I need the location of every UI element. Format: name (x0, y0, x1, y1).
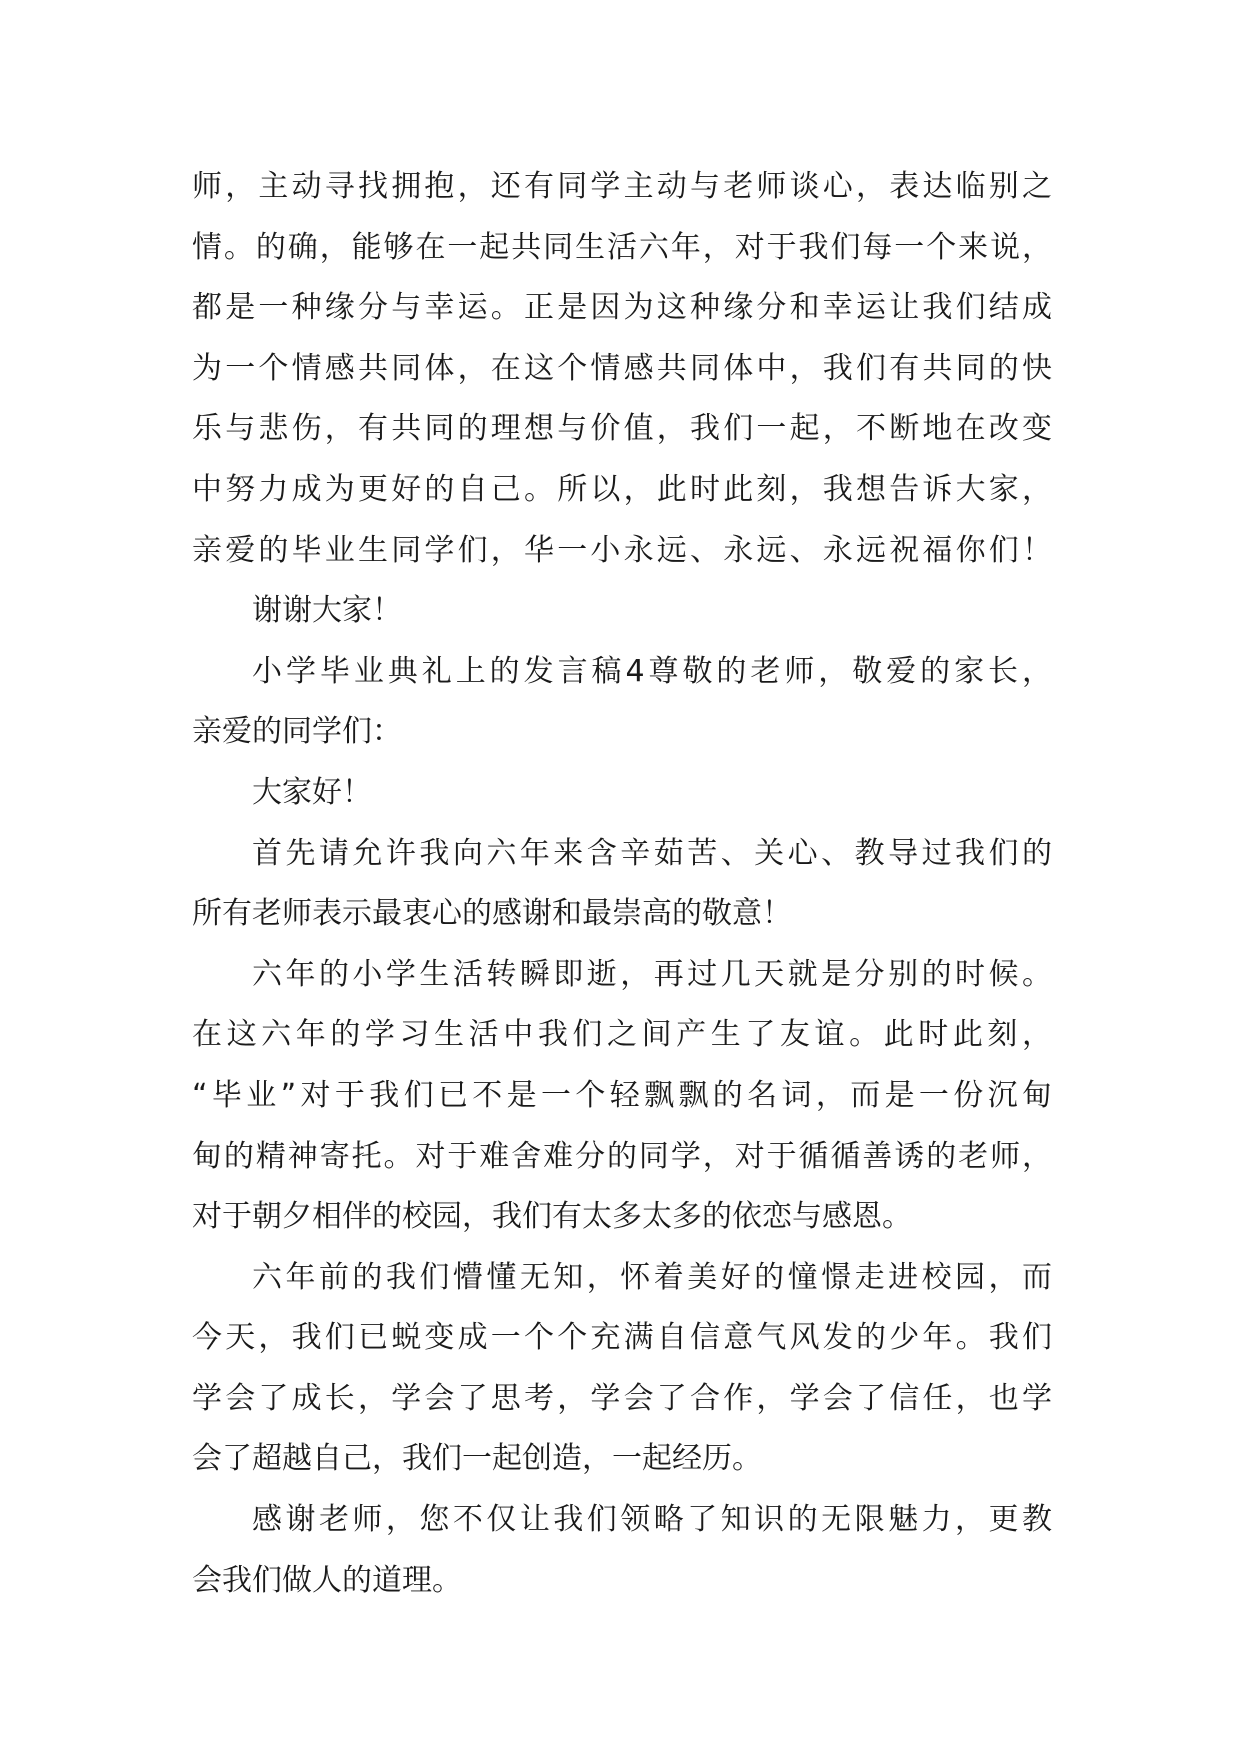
text-line: 为一个情感共同体，在这个情感共同体中，我们有共同的快 (192, 350, 1052, 386)
text-line: 会了超越自己，我们一起创造，一起经历。 (192, 1441, 762, 1477)
text-line: 乐与悲伤，有共同的理想与价值，我们一起，不断地在改变 (192, 411, 1052, 447)
text-line: 会我们做人的道理。 (192, 1562, 462, 1598)
text-line: 对于朝夕相伴的校园，我们有太多太多的依恋与感恩。 (192, 1199, 912, 1235)
text-line: 甸的精神寄托。对于难舍难分的同学，对于循循善诱的老师， (192, 1138, 1052, 1174)
text-line: 亲爱的同学们： (192, 714, 402, 750)
text-line: 六年前的我们懵懂无知，怀着美好的憧憬走进校园，而 (252, 1259, 1052, 1295)
text-line: 所有老师表示最衷心的感谢和最崇高的敬意！ (192, 896, 792, 932)
text-line: 谢谢大家！ (252, 593, 402, 629)
text-line: 感谢老师，您不仅让我们领略了知识的无限魅力，更教 (252, 1502, 1052, 1538)
text-line: 学会了成长，学会了思考，学会了合作，学会了信任，也学 (192, 1380, 1052, 1416)
text-line: 中努力成为更好的自己。所以，此时此刻，我想告诉大家， (192, 471, 1052, 507)
text-line: 六年的小学生活转瞬即逝，再过几天就是分别的时候。 (252, 956, 1052, 992)
text-line: 在这六年的学习生活中我们之间产生了友谊。此时此刻， (192, 1017, 1052, 1053)
document-body (192, 157, 1052, 1611)
text-line: 师，主动寻找拥抱，还有同学主动与老师谈心，表达临别之 (192, 169, 1052, 204)
text-line: 小学毕业典礼上的发言稿4尊敬的老师，敬爱的家长， (252, 653, 1052, 689)
text-line: 都是一种缘分与幸运。正是因为这种缘分和幸运让我们结成 (192, 290, 1052, 326)
text-line: 首先请允许我向六年来含辛茹苦、关心、教导过我们的 (252, 835, 1052, 871)
text-line: 大家好！ (252, 774, 372, 810)
text-line: 情。的确，能够在一起共同生活六年，对于我们每一个来说， (192, 229, 1052, 265)
text-line: “毕业”对于我们已不是一个轻飘飘的名词，而是一份沉甸 (192, 1077, 1052, 1113)
text-line: 今天，我们已蜕变成一个个充满自信意气风发的少年。我们 (192, 1320, 1052, 1356)
text-line: 亲爱的毕业生同学们，华一小永远、永远、永远祝福你们！ (192, 532, 1052, 568)
